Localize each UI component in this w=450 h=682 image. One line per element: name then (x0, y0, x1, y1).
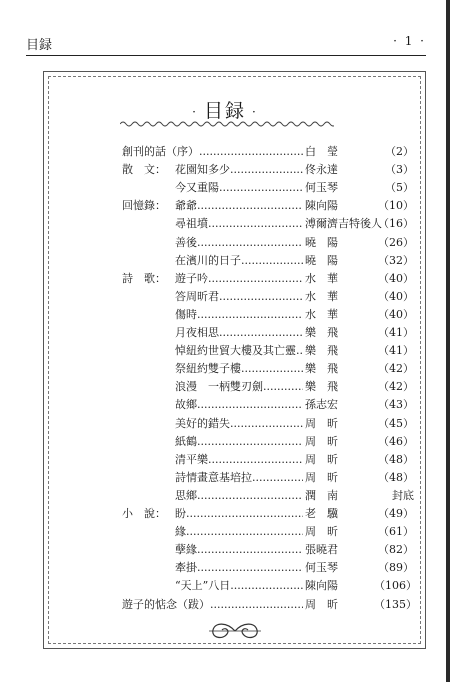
toc-title-text: 月夜相思 (175, 326, 219, 339)
toc-entry (122, 577, 417, 595)
toc-author: 潤 南 (305, 487, 375, 505)
toc-page-number: （46） (378, 434, 414, 448)
toc-title-text: 爺爺 (175, 199, 197, 213)
toc-author: 曉 陽 (305, 252, 375, 270)
toc-title-text: 詩情畫意基培拉 (175, 470, 252, 484)
toc-page-number: （40） (378, 289, 414, 303)
toc-title (175, 469, 303, 487)
toc-author: 陳向陽 (305, 577, 375, 595)
toc-title-text: 盼 (175, 507, 186, 520)
toc-page-number: （3） (385, 163, 414, 177)
toc-page-number: （26） (378, 235, 414, 249)
toc-title (175, 523, 303, 541)
toc-author: 陳向陽 (305, 197, 375, 215)
toc-page-number: （42） (378, 380, 414, 394)
toc-title (175, 360, 303, 378)
toc-entry (122, 197, 414, 215)
toc-title (175, 396, 303, 414)
toc-page-number: （89） (378, 561, 414, 575)
toc-entry (122, 161, 414, 179)
toc-title-text: 在濱川的日子 (175, 253, 241, 267)
toc-title (175, 378, 303, 396)
toc-author: 樂 飛 (305, 324, 375, 342)
toc-entry (122, 433, 414, 451)
toc-page-number: （40） (378, 271, 414, 285)
toc-entry (122, 487, 414, 505)
running-header (26, 34, 426, 52)
toc-author: 周 昕 (305, 451, 375, 469)
toc-title (175, 234, 303, 252)
toc-title-text: 遊子的惦念（跋） (122, 597, 210, 611)
toc-author: 張曉君 (305, 541, 375, 559)
toc-page-number: （135） (374, 597, 417, 611)
toc-title (175, 487, 303, 505)
toc-author: 溥爾濟吉特後人 (305, 215, 375, 233)
toc-author: 樂 飛 (305, 342, 375, 360)
toc-title (175, 433, 303, 451)
toc-title-text: 創刊的話（序） (122, 145, 199, 158)
toc-page-number: （61） (378, 525, 414, 539)
toc-title (175, 324, 303, 342)
toc-page-number: （82） (378, 543, 414, 557)
toc-title (175, 577, 303, 595)
toc-author: 老 驥 (305, 505, 375, 523)
toc-author: 周 昕 (305, 433, 375, 451)
toc-category: 詩 歌： (122, 271, 166, 285)
toc-page-number: （43） (378, 398, 414, 412)
toc-page-number: （42） (378, 362, 414, 376)
toc-author: 何玉琴 (305, 179, 375, 197)
wavy-underline (120, 120, 334, 128)
flourish-ornament (205, 620, 265, 642)
toc-page-number: （40） (378, 307, 414, 321)
toc-author: 周 昕 (305, 415, 375, 433)
toc-title-text: 傷時 (175, 307, 197, 321)
toc-title-text: “天上”八日 (175, 579, 231, 593)
toc-title-text: 悼紐約世貿大樓及其亡靈 (175, 344, 296, 358)
toc-entry (122, 523, 414, 541)
toc-entry (122, 252, 414, 270)
toc-entry (122, 378, 414, 396)
toc-entry (122, 451, 414, 469)
toc-page-number: （2） (385, 145, 414, 158)
toc-title (175, 252, 303, 270)
toc-title-text: 答周昕君 (175, 289, 219, 303)
toc-title-text: 紙鶴 (175, 434, 197, 448)
toc-title (175, 288, 303, 306)
toc-author: 水 華 (305, 306, 375, 324)
toc-title-text: 清平樂 (175, 452, 208, 466)
toc-title-text: 尋祖墳 (175, 217, 208, 231)
toc-title (175, 215, 303, 233)
toc-title-text: 善後 (175, 235, 197, 249)
toc-category: 散 文： (122, 163, 166, 177)
toc-author: 白 瑩 (305, 143, 375, 161)
toc-entry (122, 415, 414, 433)
toc-page-number: （106） (374, 579, 417, 593)
toc-page-number: （41） (378, 326, 414, 339)
toc-entry (122, 342, 414, 360)
toc-entry (122, 234, 414, 252)
toc-title (122, 596, 303, 614)
toc-page-number: （49） (378, 507, 414, 520)
toc-title (175, 559, 303, 577)
toc-title (175, 451, 303, 469)
toc-author: 佟永達 (305, 161, 375, 179)
toc-entry (122, 469, 414, 487)
toc-page-number: （10） (378, 199, 414, 213)
toc-category: 回憶錄： (122, 199, 166, 213)
toc-title (175, 306, 303, 324)
toc-author: 孫志宏 (305, 396, 375, 414)
toc-page-number: （48） (378, 452, 414, 466)
toc-page-number: （32） (378, 253, 414, 267)
toc-title-text: 故鄉 (175, 398, 197, 412)
toc-entry (122, 143, 414, 161)
toc-entry (122, 541, 414, 559)
toc-title-text: 祭紐約雙子樓 (175, 362, 241, 376)
toc-title-text: 浪漫 一柄雙刃劍 (175, 380, 263, 394)
toc-entry (122, 596, 417, 614)
toc-title (175, 342, 303, 360)
toc-entry (122, 360, 414, 378)
toc-entry (122, 215, 414, 233)
toc-title (175, 197, 303, 215)
header-page-number: · 1 · (393, 34, 426, 48)
toc-title-text: 緣 (175, 525, 186, 539)
toc-title (175, 541, 303, 559)
toc-entry (122, 324, 414, 342)
toc-author: 樂 飛 (305, 378, 375, 396)
toc-title-text: 牽掛 (175, 561, 197, 575)
toc-author: 曉 陽 (305, 234, 375, 252)
toc-author: 何玉琴 (305, 559, 375, 577)
toc-author: 周 昕 (305, 469, 375, 487)
toc-page-number: （5） (385, 181, 414, 195)
toc-entry (122, 396, 414, 414)
page-title: · 目録 · (192, 100, 258, 122)
toc-author: 水 華 (305, 288, 375, 306)
header-rule (26, 55, 426, 56)
toc-title (175, 415, 303, 433)
toc-page-number: （41） (378, 344, 414, 358)
header-title: 目録 (26, 38, 53, 53)
toc-page-number: （45） (378, 416, 414, 430)
toc-author: 樂 飛 (305, 360, 375, 378)
toc-entry (122, 505, 414, 523)
toc-title-text: 美好的錯失 (175, 416, 230, 430)
toc-title (175, 505, 303, 523)
toc-page-number: 封底 (392, 488, 414, 502)
toc-category: 小 說： (122, 507, 166, 520)
toc-author: 周 昕 (305, 523, 375, 541)
toc-entry (122, 179, 414, 197)
toc-author: 周 昕 (305, 596, 375, 614)
toc-title-text: 今又重陽 (175, 181, 219, 195)
toc-entry (122, 306, 414, 324)
toc-author: 水 華 (305, 270, 375, 288)
toc-title-text: 思鄉 (175, 488, 197, 502)
toc-title (175, 161, 303, 179)
toc-entry (122, 559, 414, 577)
toc-page-number: （48） (378, 470, 414, 484)
toc-page-number: （16） (378, 217, 414, 231)
toc-title-text: 孽緣 (175, 543, 197, 557)
toc-entry (122, 288, 414, 306)
toc-title (122, 143, 303, 161)
toc-title (175, 179, 303, 197)
toc-title (175, 270, 303, 288)
toc-entry (122, 270, 414, 288)
toc-title-text: 花園知多少 (175, 163, 230, 177)
page-title-text: 目録 (203, 100, 246, 122)
toc-title-text: 遊子吟 (175, 271, 208, 285)
